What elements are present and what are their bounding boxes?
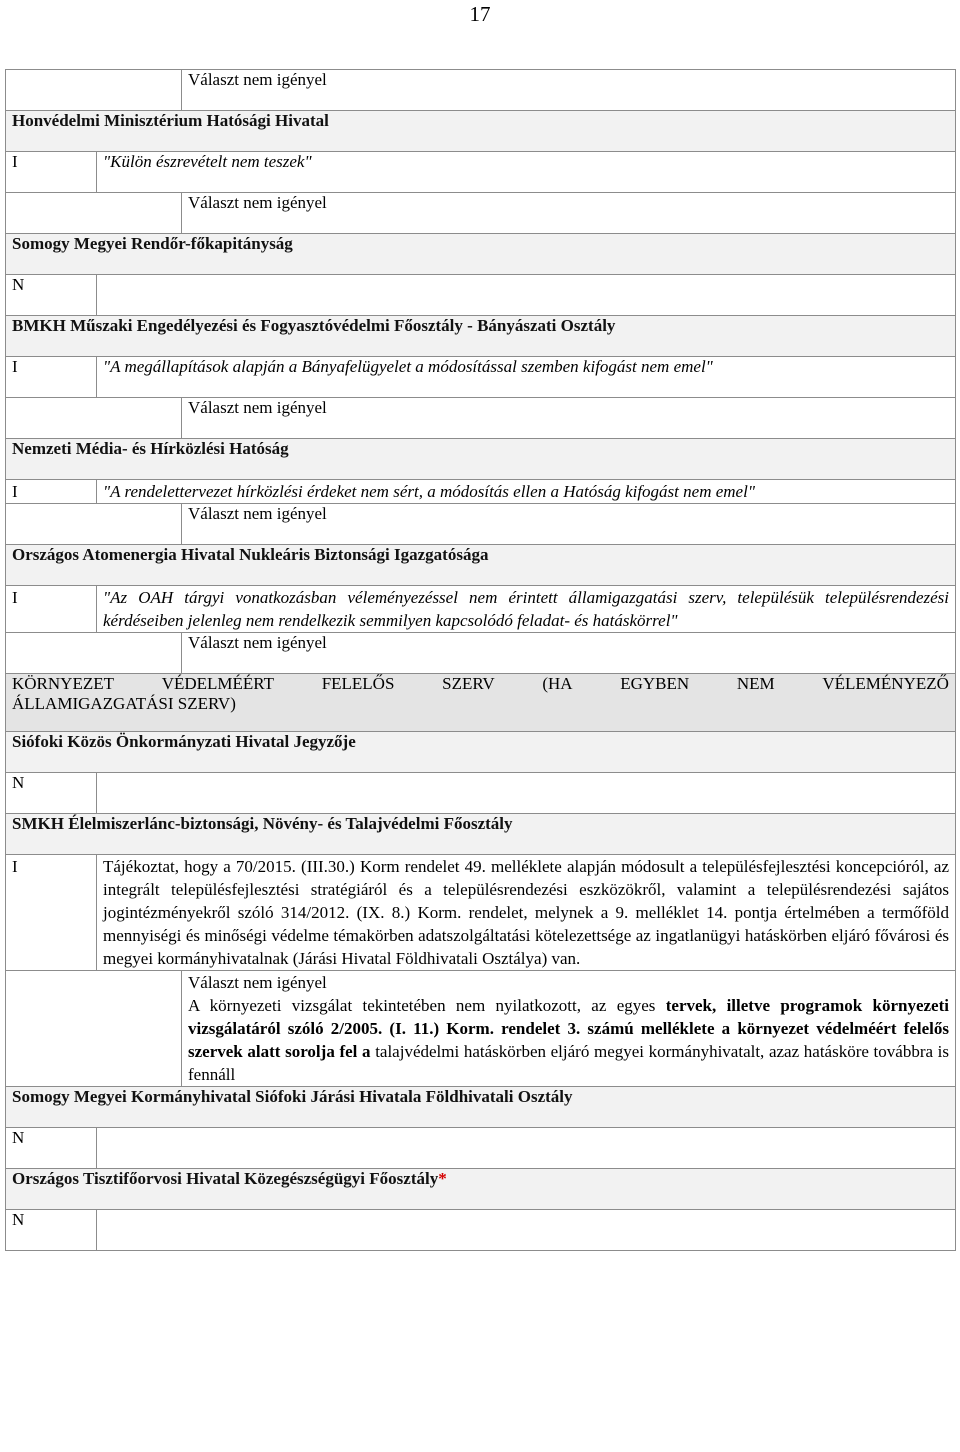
table-row — [6, 480, 956, 504]
table-row — [6, 971, 956, 1087]
agency-heading: Országos Tisztifőorvosi Hivatal Közegészségügyi Főosztály* — [6, 1169, 956, 1210]
table-row — [6, 316, 956, 357]
agency-heading: BMKH Műszaki Engedélyezési és Fogyasztóvédelmi Főosztály - Bányászati Osztály — [6, 316, 956, 357]
table-row — [6, 545, 956, 586]
page-number: 17 — [469, 2, 491, 26]
table-row — [6, 1210, 956, 1251]
table-row — [6, 70, 956, 111]
section-heading — [6, 674, 956, 732]
table-row — [6, 586, 956, 633]
table-row — [6, 732, 956, 773]
status-code: N — [6, 1210, 97, 1251]
agency-heading: Somogy Megyei Rendőr-főkapitányság — [6, 234, 956, 275]
opinion-text: "Külön észrevételt nem teszek" — [97, 152, 956, 193]
table-row — [6, 152, 956, 193]
status-code: I — [6, 480, 97, 504]
response-cell: Választ nem igényel — [182, 504, 956, 545]
table-row — [6, 855, 956, 971]
response-cell: Választ nem igényel — [182, 70, 956, 111]
table-row — [6, 357, 956, 398]
agency-heading: Országos Atomenergia Hivatal Nukleáris Biztonsági Igazgatósága — [6, 545, 956, 586]
section-heading-line2: ÁLLAMIGAZGATÁSI SZERV) — [12, 694, 236, 713]
response-label: Választ nem igényel — [188, 973, 327, 992]
table-row — [6, 1169, 956, 1210]
agency-heading: Honvédelmi Minisztérium Hatósági Hivatal — [6, 111, 956, 152]
response-text: A környezeti vizsgálat tekintetében nem nyilatkozott, az egyes tervek, illetve programok környezeti vizsgálatáról szóló 2/2005. (I. 11.) Korm. rendelet 3. számú melléklete a környezet védelméért felelős szervek alatt sorolja fel a talajvédelmi hatáskörben eljáró megyei kormányhivatalt, azaz hatásköre továbbra is fennáll — [188, 996, 950, 1084]
response-cell: Választ nem igényel — [182, 398, 956, 439]
response-cell — [182, 971, 956, 1087]
table-row — [6, 773, 956, 814]
agency-heading: Somogy Megyei Kormányhivatal Siófoki Járási Hivatala Földhivatali Osztály — [6, 1087, 956, 1128]
response-cell: Választ nem igényel — [182, 193, 956, 234]
opinion-text: "Az OAH tárgyi vonatkozásban véleményezéssel nem érintett államigazgatási szerv, településük településrendezési kérdéseiben jelenleg nem rendelkezik semmilyen kapcsolódó feladat- és hatáskörrel" — [97, 586, 956, 633]
table-row — [6, 275, 956, 316]
opinion-text: "A megállapítások alapján a Bányafelügyelet a módosítással szemben kifogást nem emel" — [97, 357, 956, 398]
table-row — [6, 633, 956, 674]
status-code: I — [6, 152, 97, 193]
table-row — [6, 398, 956, 439]
status-code: I — [6, 357, 97, 398]
agency-heading: SMKH Élelmiszerlánc-biztonsági, Növény- és Talajvédelmi Főosztály — [6, 814, 956, 855]
table-row — [6, 111, 956, 152]
opinion-text: "A rendelettervezet hírközlési érdeket nem sért, a módosítás ellen a Hatóság kifogást nem emel" — [97, 480, 956, 504]
status-code: N — [6, 1128, 97, 1169]
agency-heading: Nemzeti Média- és Hírközlési Hatóság — [6, 439, 956, 480]
table-row — [6, 814, 956, 855]
status-code: N — [6, 275, 97, 316]
table-row — [6, 193, 956, 234]
table-row — [6, 674, 956, 732]
status-code: I — [6, 586, 97, 633]
agency-heading: Siófoki Közös Önkormányzati Hivatal Jegyzője — [6, 732, 956, 773]
opinion-text: Tájékoztat, hogy a 70/2015. (III.30.) Korm rendelet 49. melléklete alapján módosult a településfejlesztési koncepcióról, az integrált településfejlesztési stratégiáról és a településrendezési eszközökről, valamint a településrendezési sajátos jogintézményekről szóló 314/2012. (IX. 8.) Korm. rendelet, melynek a 9. melléklet 14. pontja értelmében a termőföld mennyiségi és minőségi védelme témakörben adatszolgáltatási kötelezettsége az ingatlanügyi hatáskörben eljáró fővárosi és megyei kormányhivatalnak (Járási Hivatal Földhivatali Osztálya) van. — [97, 855, 956, 971]
table-row — [6, 504, 956, 545]
section-heading-line1: KÖRNYEZET VÉDELMÉÉRT FELELŐS SZERV (HA EGYBEN NEM VÉLEMÉNYEZŐ — [12, 674, 949, 693]
response-cell: Választ nem igényel — [182, 633, 956, 674]
status-code: I — [6, 855, 97, 971]
table-row — [6, 234, 956, 275]
opinion-table — [5, 69, 956, 1251]
table-row — [6, 1128, 956, 1169]
asterisk-mark: * — [438, 1169, 447, 1188]
table-row — [6, 439, 956, 480]
table-row — [6, 1087, 956, 1128]
status-code: N — [6, 773, 97, 814]
